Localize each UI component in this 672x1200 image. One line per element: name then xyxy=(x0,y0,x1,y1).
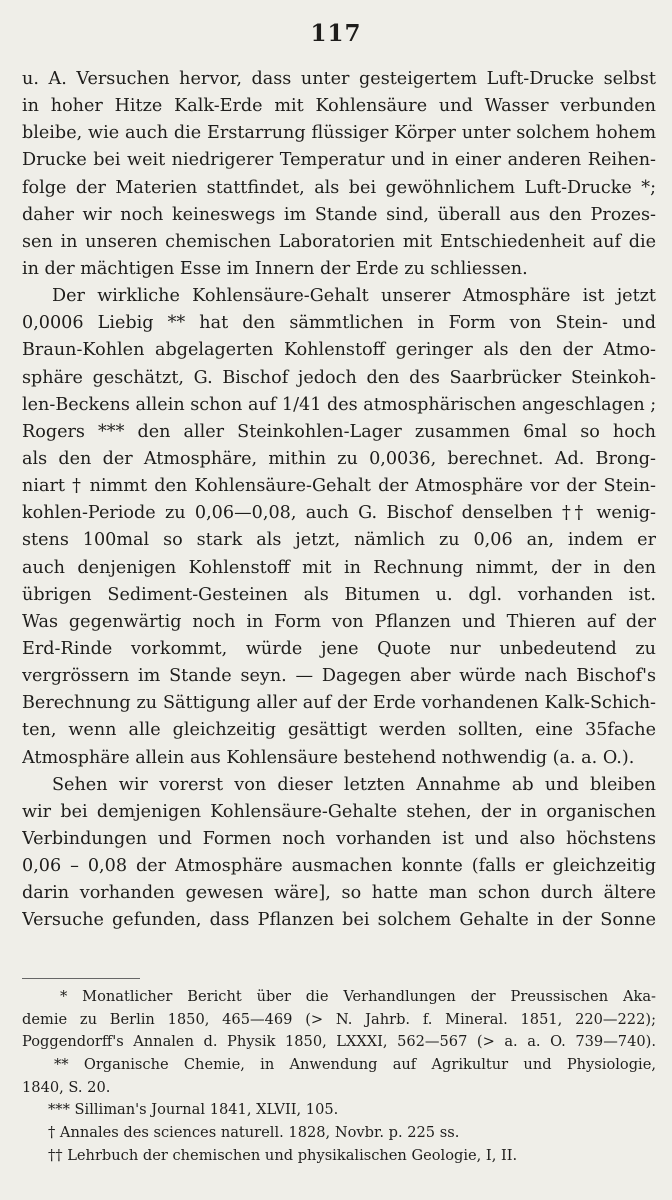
text-line: als den der Atmosphäre, mithin zu 0,0036, berechnet. Ad. Brong- xyxy=(22,448,656,469)
page-number: 117 xyxy=(310,20,362,47)
text-line: wir bei demjenigen Kohlensäure-Gehalte stehen, der in organischen xyxy=(22,801,656,822)
text-line: daher wir noch keineswegs im Stande sind, überall aus den Prozes- xyxy=(22,204,656,225)
text-line: Was gegenwärtig noch in Form von Pflanzen und Thieren auf der xyxy=(22,611,656,632)
text-line: übrigen Sediment-Gesteinen als Bitumen u. dgl. vorhanden ist. xyxy=(22,584,656,605)
text-line: sen in unseren chemischen Laboratorien mit Entschiedenheit auf die xyxy=(22,231,656,252)
text-line: 0,06 – 0,08 der Atmosphäre ausmachen konnte (falls er gleichzeitig xyxy=(22,856,656,877)
text-line: Braun-Kohlen abgelagerten Kohlenstoff geringer als den der Atmo- xyxy=(22,340,656,361)
text-line: Atmosphäre allein aus Kohlensäure bestehend nothwendig (a. a. O.). xyxy=(22,747,635,768)
text-line: 0,0006 Liebig ** hat den sämmtlichen in Form von Stein- und xyxy=(22,313,656,334)
text-line: in der mächtigen Esse im Innern der Erde zu schliessen. xyxy=(22,258,528,279)
text-line: kohlen-Periode zu 0,06—0,08, auch G. Bischof denselben †† wenig- xyxy=(22,503,656,524)
text-line: vergrössern im Stande seyn. — Dagegen aber würde nach Bischof's xyxy=(22,666,656,687)
footnote-line: *** Silliman's Journal 1841, XLVII, 105. xyxy=(48,1101,339,1119)
footnote-line: †† Lehrbuch der chemischen und physikalischen Geologie, I, II. xyxy=(48,1146,518,1164)
text-line: Drucke bei weit niedrigerer Temperatur und in einer anderen Reihen- xyxy=(22,150,656,171)
text-line: sphäre geschätzt, G. Bischof jedoch den des Saarbrücker Steinkoh- xyxy=(22,367,656,388)
text-line: Verbindungen und Formen noch vorhanden ist und also höchstens xyxy=(22,828,656,849)
footnote-line: † Annales des sciences naturell. 1828, Novbr. p. 225 ss. xyxy=(48,1124,460,1142)
text-line: bleibe, wie auch die Erstarrung flüssiger Körper unter solchem hohem xyxy=(22,123,656,144)
text-line: in hoher Hitze Kalk-Erde mit Kohlensäure und Wasser verbunden xyxy=(22,96,656,117)
footnote-rule xyxy=(22,978,140,979)
text-line: stens 100mal so stark als jetzt, nämlich zu 0,06 an, indem er xyxy=(22,530,656,551)
text-line: auch denjenigen Kohlenstoff mit in Rechnung nimmt, der in den xyxy=(22,557,656,578)
footnote-line: demie zu Berlin 1850, 465—469 (> N. Jahrb. f. Mineral. 1851, 220—222); xyxy=(22,1010,656,1028)
text-line: Der wirkliche Kohlensäure-Gehalt unserer Atmosphäre ist jetzt xyxy=(52,286,656,307)
text-line: Rogers *** den aller Steinkohlen-Lager zusammen 6mal so hoch xyxy=(22,421,656,442)
text-line: niart † nimmt den Kohlensäure-Gehalt der Atmosphäre vor der Stein- xyxy=(22,476,656,497)
footnote-line: * Monatlicher Bericht über die Verhandlungen der Preussischen Aka- xyxy=(60,988,656,1005)
footnote-line: ** Organische Chemie, in Anwendung auf Agrikultur und Physiologie, xyxy=(54,1056,656,1074)
footnote-line: Poggendorff's Annalen d. Physik 1850, LXXXI, 562—567 (> a. a. O. 739—740). xyxy=(22,1033,656,1051)
text-line: ten, wenn alle gleichzeitig gesättigt werden sollten, eine 35fache xyxy=(22,720,656,741)
body-text xyxy=(22,66,656,935)
text-line: u. A. Versuchen hervor, dass unter gesteigertem Luft-Drucke selbst xyxy=(22,69,656,89)
text-line: darin vorhanden gewesen wäre], so hatte man schon durch ältere xyxy=(22,883,656,904)
footnote-line: 1840, S. 20. xyxy=(22,1078,111,1096)
text-line: Erd-Rinde vorkommt, würde jene Quote nur unbedeutend zu xyxy=(22,638,656,659)
text-line: folge der Materien stattfindet, als bei gewöhnlichem Luft-Drucke *; xyxy=(22,177,656,198)
text-line: Berechnung zu Sättigung aller auf der Erde vorhandenen Kalk-Schich- xyxy=(22,693,656,714)
text-line: len-Beckens allein schon auf 1/41 des atmosphärischen angeschlagen ; xyxy=(22,394,656,415)
text-line: Versuche gefunden, dass Pflanzen bei solchem Gehalte in der Sonne xyxy=(22,910,656,931)
footnotes xyxy=(22,986,656,1168)
text-line: Sehen wir vorerst von dieser letzten Annahme ab und bleiben xyxy=(52,774,656,795)
